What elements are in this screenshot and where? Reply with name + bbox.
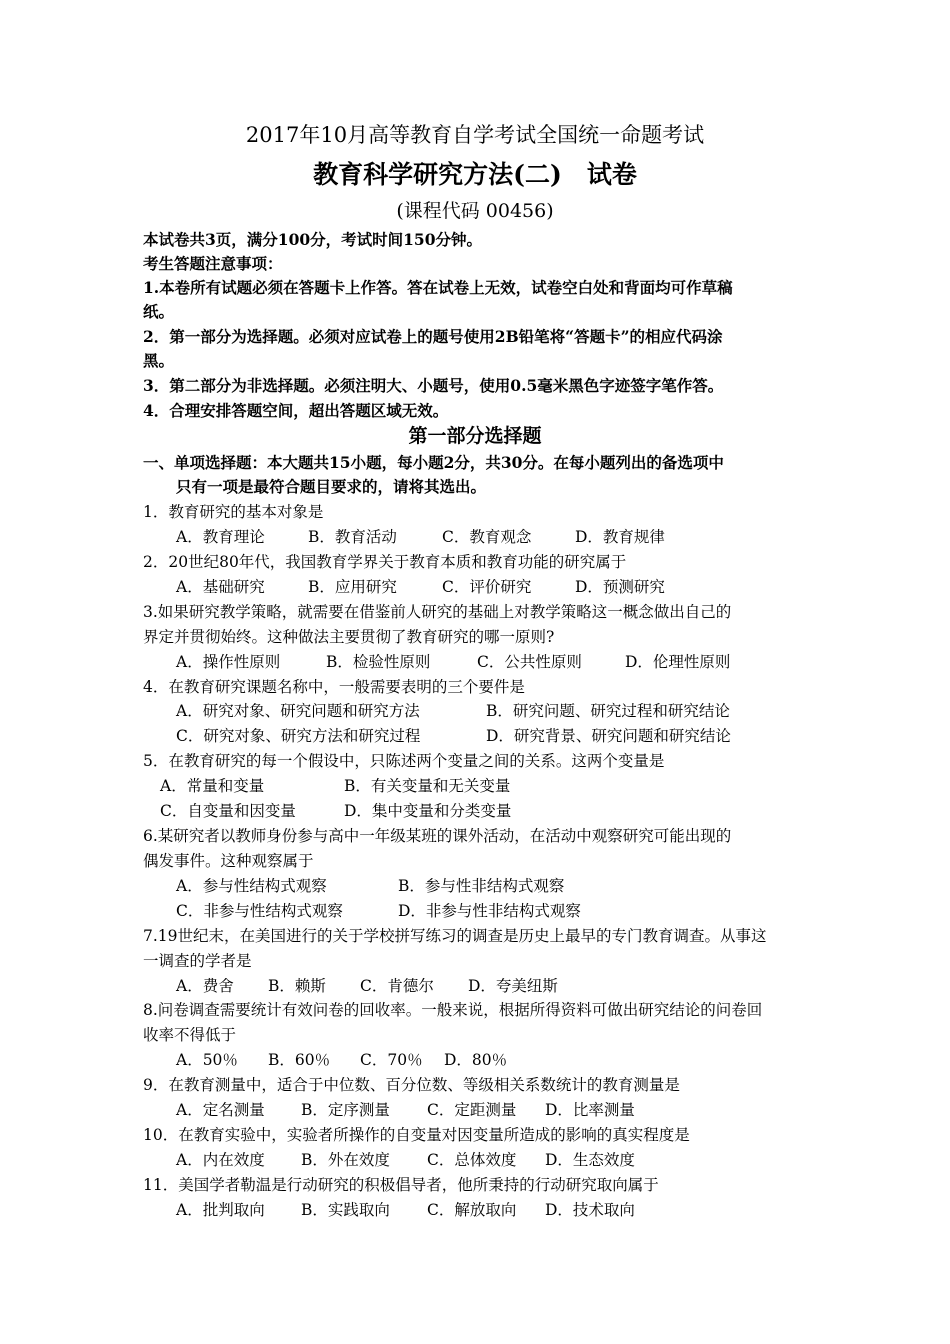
- question-7-option-a: A．费舍: [176, 977, 234, 995]
- question-4-option-c: C．研究对象、研究方法和研究过程: [176, 727, 421, 745]
- question-7-stem-line-2: 一调查的学者是: [143, 952, 252, 970]
- question-10-option-b: B．外在效度: [301, 1151, 390, 1169]
- question-1-option-d: D．教育规律: [575, 528, 665, 546]
- course-code: (课程代码 00456): [396, 200, 554, 222]
- question-3-option-d: D．伦理性原则: [625, 653, 731, 671]
- subject-title: 教育科学研究方法(二) 试卷: [313, 160, 637, 189]
- note-1-line-1: 1.本卷所有试题必须在答题卡上作答。答在试卷上无效，试卷空白处和背面均可作草稿: [143, 278, 733, 297]
- question-7-option-b: B．赖斯: [268, 977, 326, 995]
- question-11-option-d: D．技术取向: [545, 1201, 635, 1219]
- note-2-line-1: 2．第一部分为选择题。必须对应试卷上的题号使用2B铅笔将“答题卡”的相应代码涂: [143, 327, 723, 346]
- question-3-option-c: C．公共性原则: [477, 653, 582, 671]
- question-8-stem-line-2: 收率不得低于: [143, 1026, 237, 1044]
- part-1-title: 第一部分选择题: [408, 425, 542, 447]
- question-7-stem-line-1: 7.19世纪末，在美国进行的关于学校拼写练习的调查是历史上最早的专门教育调查。从事这: [143, 927, 767, 945]
- question-6-option-a: A．参与性结构式观察: [176, 877, 327, 895]
- question-5-stem: 5．在教育研究的每一个假设中，只陈述两个变量之间的关系。这两个变量是: [143, 752, 665, 770]
- question-7-option-c: C．肯德尔: [360, 977, 434, 995]
- question-10-option-d: D．生态效度: [545, 1151, 635, 1169]
- question-8-stem-line-1: 8.问卷调查需要统计有效问卷的回收率。一般来说，根据所得资料可做出研究结论的问卷回: [143, 1001, 763, 1019]
- question-11-option-a: A．批判取向: [176, 1201, 265, 1219]
- question-8-option-a: A．50％: [176, 1051, 238, 1069]
- question-3-option-a: A．操作性原则: [176, 653, 281, 671]
- question-2-stem: 2．20世纪80年代，我国教育学界关于教育本质和教育功能的研究属于: [143, 553, 627, 571]
- question-9-option-b: B．定序测量: [301, 1101, 390, 1119]
- question-11-stem: 11．美国学者勒温是行动研究的积极倡导者，他所秉持的行动研究取向属于: [143, 1176, 659, 1194]
- question-11-option-b: B．实践取向: [301, 1201, 390, 1219]
- question-4-stem: 4．在教育研究课题名称中，一般需要表明的三个要件是: [143, 678, 525, 696]
- question-2-option-d: D．预测研究: [575, 578, 665, 596]
- note-4: 4．合理安排答题空间，超出答题区域无效。: [143, 401, 449, 420]
- question-9-option-d: D．比率测量: [545, 1101, 635, 1119]
- question-5-option-b: B．有关变量和无关变量: [344, 777, 511, 795]
- question-9-option-c: C．定距测量: [427, 1101, 517, 1119]
- question-6-option-d: D．非参与性非结构式观察: [398, 902, 581, 920]
- question-4-option-a: A．研究对象、研究问题和研究方法: [176, 702, 420, 720]
- note-3: 3．第二部分为非选择题。必须注明大、小题号，使用0.5毫米黑色字迹签字笔作答。: [143, 376, 724, 395]
- exam-summary: 本试卷共3页，满分100分，考试时间150分钟。: [143, 230, 482, 249]
- question-5-option-d: D．集中变量和分类变量: [344, 802, 512, 820]
- exam-line: 2017年10月高等教育自学考试全国统一命题考试: [245, 123, 705, 147]
- question-1-option-b: B．教育活动: [308, 528, 397, 546]
- question-10-stem: 10．在教育实验中，实验者所操作的自变量对因变量所造成的影响的真实程度是: [143, 1126, 690, 1144]
- question-1-stem: 1．教育研究的基本对象是: [143, 503, 324, 521]
- question-6-stem-line-1: 6.某研究者以教师身份参与高中一年级某班的课外活动，在活动中观察研究可能出现的: [143, 827, 732, 845]
- question-9-stem: 9．在教育测量中，适合于中位数、百分位数、等级相关系数统计的教育测量是: [143, 1076, 680, 1094]
- question-2-option-c: C．评价研究: [442, 578, 532, 596]
- note-1-line-2: 纸。: [143, 302, 175, 321]
- part-1-instructions-line-1: 一、单项选择题：本大题共15小题，每小题2分，共30分。在每小题列出的备选项中: [143, 453, 724, 472]
- question-3-stem-line-2: 界定并贯彻始终。这种做法主要贯彻了教育研究的哪一原则?: [143, 628, 555, 646]
- part-1-instructions-line-2: 只有一项是最符合题目要求的，请将其选出。: [176, 477, 487, 496]
- question-6-stem-line-2: 偶发事件。这种观察属于: [143, 852, 314, 870]
- note-2-line-2: 黑。: [143, 351, 175, 370]
- question-6-option-b: B．参与性非结构式观察: [398, 877, 565, 895]
- question-11-option-c: C．解放取向: [427, 1201, 517, 1219]
- question-1-option-a: A．教育理论: [176, 528, 265, 546]
- question-6-option-c: C．非参与性结构式观察: [176, 902, 343, 920]
- question-2-option-a: A．基础研究: [176, 578, 265, 596]
- notes-heading: 考生答题注意事项：: [143, 254, 283, 273]
- question-4-option-b: B．研究问题、研究过程和研究结论: [486, 702, 730, 720]
- question-3-option-b: B．检验性原则: [326, 653, 431, 671]
- question-9-option-a: A．定名测量: [176, 1101, 265, 1119]
- question-8-option-d: D．80％: [444, 1051, 508, 1069]
- question-1-option-c: C．教育观念: [442, 528, 532, 546]
- question-7-option-d: D．夸美纽斯: [468, 977, 558, 995]
- question-5-option-c: C．自变量和因变量: [160, 802, 296, 820]
- question-10-option-c: C．总体效度: [427, 1151, 517, 1169]
- question-2-option-b: B．应用研究: [308, 578, 397, 596]
- question-4-option-d: D．研究背景、研究问题和研究结论: [486, 727, 731, 745]
- question-10-option-a: A．内在效度: [176, 1151, 265, 1169]
- question-8-option-c: C．70％: [360, 1051, 423, 1069]
- question-5-option-a: A．常量和变量: [160, 777, 265, 795]
- question-3-stem-line-1: 3.如果研究教学策略，就需要在借鉴前人研究的基础上对教学策略这一概念做出自己的: [143, 603, 732, 621]
- question-8-option-b: B．60％: [268, 1051, 331, 1069]
